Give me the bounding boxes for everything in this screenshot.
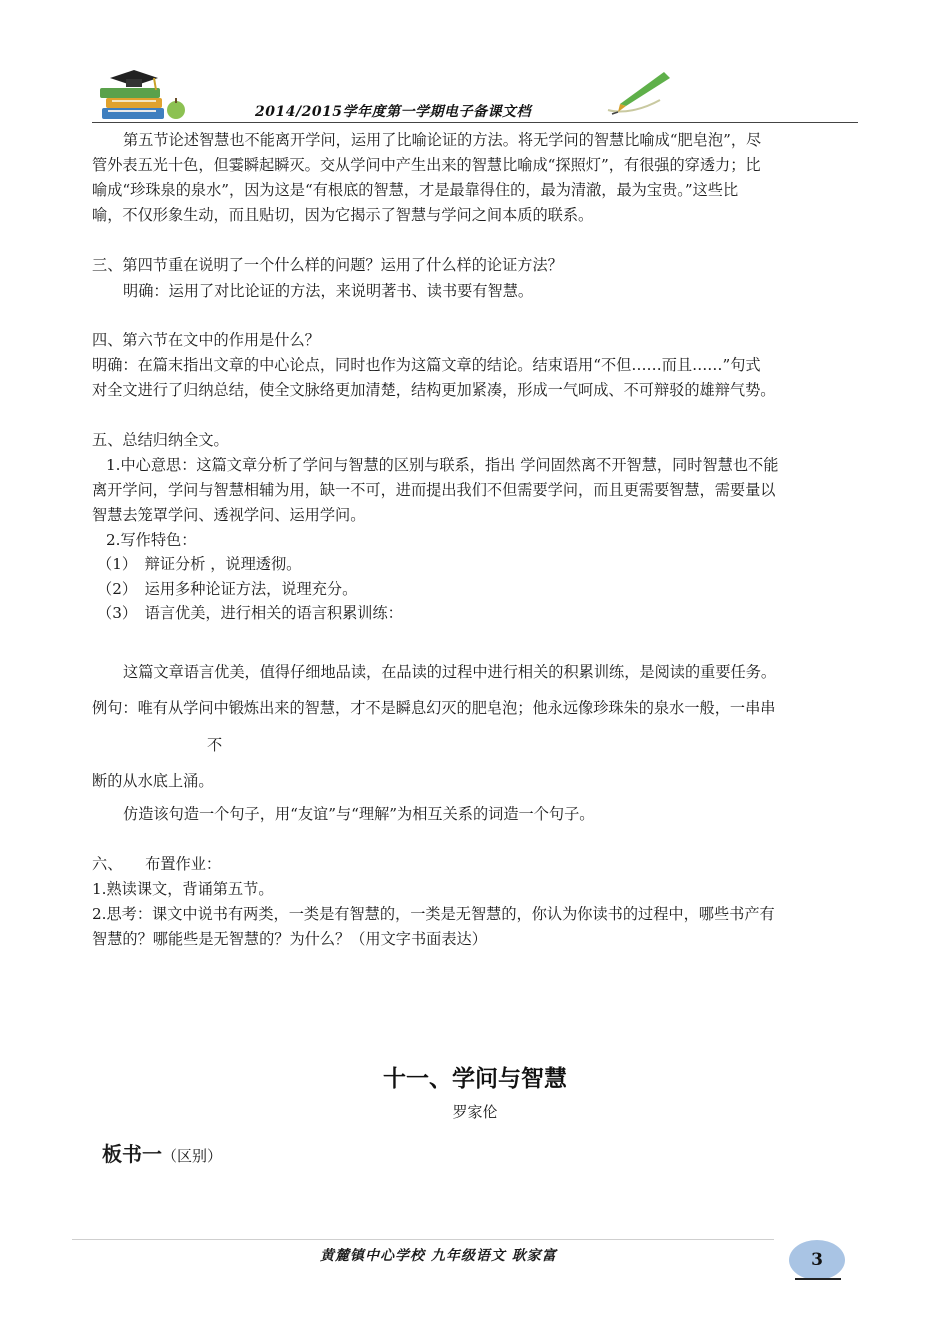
board-heading-main: 板书一 [102, 1142, 162, 1166]
text-line: 喻，不仅形象生动，而且贴切，因为它揭示了智慧与学问之间本质的联系。 [92, 206, 594, 224]
text-line: 不 [207, 736, 223, 754]
answer-text: 对全文进行了归纳总结，使全文脉络更加清楚，结构更加紧凑，形成一气呵成、不可辩驳的雄辩气势。 [92, 381, 776, 399]
board-heading-sub: （区别） [162, 1147, 223, 1165]
text-line: 这篇文章语言优美，值得仔细地品读，在品读的过程中进行相关的积累训练，是阅读的重要任务。 [123, 663, 777, 681]
page-number: 3 [789, 1240, 845, 1280]
text-line: 断的从水底上涌。 [92, 772, 214, 790]
section-heading: 五、总结归纳全文。 [92, 431, 229, 449]
list-item: （2） 运用多种论证方法，说理充分。 [97, 580, 358, 598]
text-line: 智慧去笼罩学问、透视学问、运用学问。 [92, 506, 366, 524]
list-item: （3） 语言优美，进行相关的语言积累训练： [97, 604, 403, 622]
text-line: 2.写作特色： [106, 531, 197, 549]
text-line: 仿造该句造一个句子，用“友谊”与“理解”为相互关系的词造一个句子。 [123, 805, 595, 823]
answer-text: 明确：在篇末指出文章的中心论点，同时也作为这篇文章的结论。结束语用“不但……而且……”句式 [92, 356, 761, 374]
footer-divider [72, 1239, 774, 1240]
page-number-underline [795, 1278, 841, 1280]
section-heading: 六、 布置作业： [92, 855, 222, 873]
lesson-title: 十一、学问与智慧 [383, 1066, 567, 1092]
homework-item: 智慧的？哪能些是无智慧的？为什么？（用文字书面表达） [92, 930, 487, 948]
books-graduation-cap-icon [96, 66, 192, 122]
board-heading [102, 1138, 222, 1167]
header-divider [92, 122, 858, 123]
homework-item: 1.熟读课文，背诵第五节。 [92, 880, 274, 898]
list-item: （1） 辩证分析 ，说理透彻。 [97, 555, 302, 573]
footer-text: 黄麓镇中心学校 九年级语文 耿家富 [320, 1248, 557, 1264]
text-line: 例句：唯有从学问中锻炼出来的智慧，才不是瞬息幻灭的肥皂泡；他永远像珍珠朱的泉水一般，一串串 [92, 699, 776, 717]
pen-quill-icon [602, 70, 674, 116]
author-name: 罗家伦 [452, 1103, 498, 1121]
text-line: 喻成“珍珠泉的泉水”，因为这是“有根底的智慧，才是最靠得住的，最为清澈，最为宝贵。”这些比 [92, 181, 739, 199]
text-line: 1.中心意思：这篇文章分析了学问与智慧的区别与联系，指出 学问固然离不开智慧，同时智慧也不能 [106, 456, 779, 474]
text-line: 管外表五光十色，但霎瞬起瞬灭。交从学问中产生出来的智慧比喻成“探照灯”，有很强的穿透力；比 [92, 156, 761, 174]
header-title: 2014/2015学年度第一学期电子备课文档 [255, 104, 532, 120]
text-line: 第五节论述智慧也不能离开学问，运用了比喻论证的方法。将无学问的智慧比喻成“肥皂泡”，尽 [123, 131, 762, 149]
text-line: 离开学问，学问与智慧相辅为用，缺一不可，进而提出我们不但需要学问，而且更需要智慧，需要量以 [92, 481, 776, 499]
homework-item: 2.思考：课文中说书有两类，一类是有智慧的，一类是无智慧的，你认为你读书的过程中，哪些书产有 [92, 905, 775, 923]
question-heading: 四、第六节在文中的作用是什么？ [92, 331, 320, 349]
question-heading: 三、第四节重在说明了一个什么样的问题？运用了什么样的论证方法？ [92, 256, 563, 274]
answer-text: 明确：运用了对比论证的方法，来说明著书、读书要有智慧。 [123, 282, 534, 300]
